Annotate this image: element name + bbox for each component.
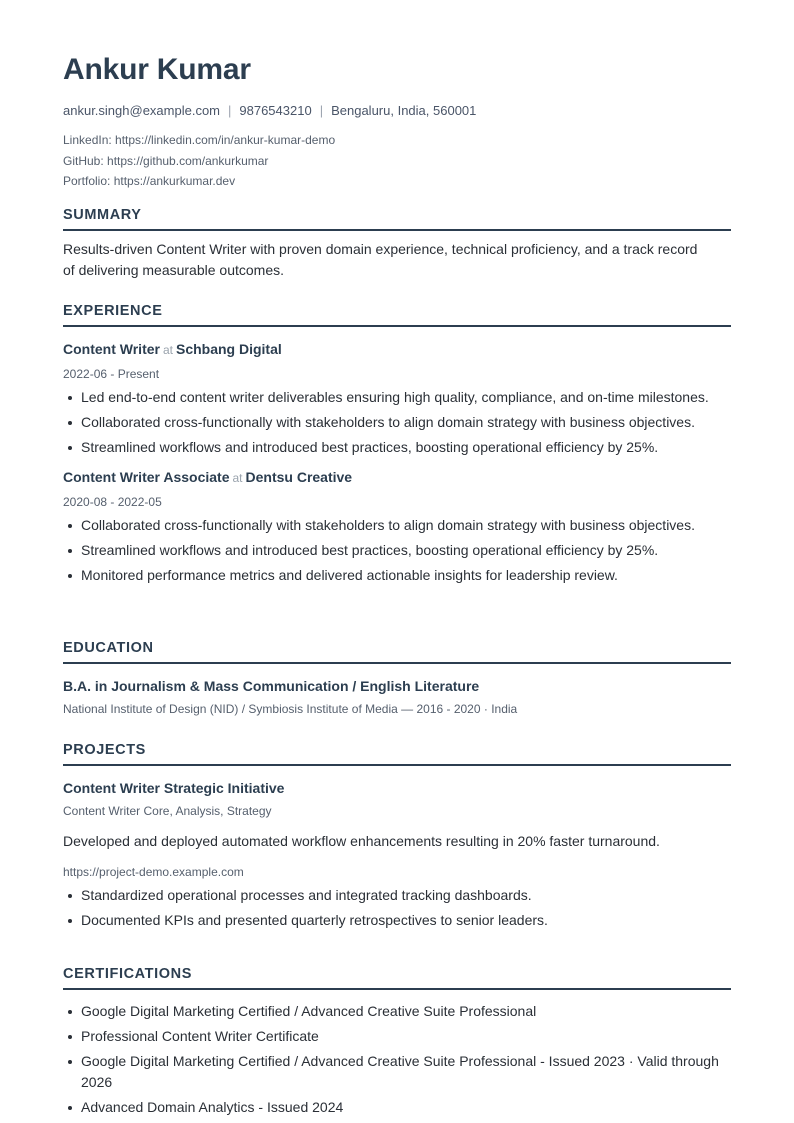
certifications-section: [63, 966, 731, 1118]
github-link[interactable]: GitHub: https://github.com/ankurkumar: [63, 153, 269, 168]
project-url[interactable]: https://project-demo.example.com: [63, 865, 244, 879]
job-at: at: [232, 471, 243, 485]
section-title-experience: EXPERIENCE: [63, 303, 731, 327]
job-role: Content Writer: [63, 341, 160, 357]
job-company: Schbang Digital: [175, 341, 282, 357]
summary-section: [63, 207, 731, 281]
list-item: Professional Content Writer Certificate: [63, 1026, 731, 1047]
job-bullets: [63, 387, 731, 458]
list-item: Led end-to-end content writer deliverables ensuring high quality, compliance, and on-time milestones.: [63, 387, 731, 408]
portfolio-link[interactable]: Portfolio: https://ankurkumar.dev: [63, 174, 236, 188]
job-header: [63, 341, 731, 359]
job-company: Dentsu Creative: [245, 469, 353, 485]
project-tech: Content Writer Core, Analysis, Strategy: [63, 804, 272, 818]
contact-divider: |: [228, 103, 232, 118]
job-bullets: [63, 515, 731, 586]
list-item: Google Digital Marketing Certified / Advanced Creative Suite Professional: [63, 1001, 731, 1022]
summary-text: [63, 239, 731, 281]
education-section: [63, 640, 731, 716]
summary-line: of delivering measurable outcomes.: [63, 262, 285, 278]
project-bullets: [63, 885, 731, 931]
project-description: Developed and deployed automated workflow enhancements resulting in 20% faster turnaround.: [63, 833, 660, 849]
list-item: Google Digital Marketing Certified / Advanced Creative Suite Professional - Issued 2023 · Valid through 2026: [63, 1051, 731, 1093]
section-title-education: EDUCATION: [63, 640, 731, 664]
experience-section: [63, 303, 731, 586]
profile-links: [63, 130, 335, 192]
location: Bengaluru, India, 560001: [331, 103, 477, 118]
job-header: [63, 469, 731, 487]
education-details: National Institute of Design (NID) / Symbiosis Institute of Media — 2016 - 2020 · India: [63, 702, 518, 716]
list-item: Advanced Domain Analytics - Issued 2024: [63, 1097, 731, 1118]
degree-title: B.A. in Journalism & Mass Communication / English Literature: [63, 678, 480, 694]
list-item: Documented KPIs and presented quarterly retrospectives to senior leaders.: [63, 910, 731, 931]
list-item: Collaborated cross-functionally with stakeholders to align domain strategy with business objectives.: [63, 515, 731, 536]
contact-line: [63, 103, 476, 118]
section-title-summary: SUMMARY: [63, 207, 731, 231]
project-name: Content Writer Strategic Initiative: [63, 780, 285, 796]
job-dates: 2020-08 - 2022-05: [63, 495, 162, 509]
linkedin-link[interactable]: LinkedIn: https://linkedin.com/in/ankur-kumar-demo: [63, 133, 336, 147]
job-role: Content Writer Associate: [63, 469, 230, 485]
certifications-list: [63, 1001, 731, 1118]
list-item: Collaborated cross-functionally with stakeholders to align domain strategy with business objectives.: [63, 412, 731, 433]
list-item: Standardized operational processes and integrated tracking dashboards.: [63, 885, 731, 906]
candidate-name: Ankur Kumar: [63, 53, 251, 86]
contact-divider: |: [319, 103, 324, 118]
section-title-certifications: CERTIFICATIONS: [63, 966, 731, 990]
job-at: at: [162, 343, 173, 357]
email-link[interactable]: ankur.singh@example.com: [63, 103, 220, 118]
list-item: Monitored performance metrics and delivered actionable insights for leadership review.: [63, 565, 731, 586]
phone-number: 9876543210: [239, 103, 312, 118]
job-entry: [63, 341, 731, 458]
section-title-projects: PROJECTS: [63, 742, 731, 766]
summary-line: Results-driven Content Writer with proven domain experience, technical proficiency, and a track record: [63, 241, 698, 257]
projects-section: [63, 742, 731, 931]
list-item: Streamlined workflows and introduced best practices, boosting operational efficiency by 25%.: [63, 540, 731, 561]
list-item: Streamlined workflows and introduced best practices, boosting operational efficiency by 25%.: [63, 437, 731, 458]
job-dates: 2022-06 - Present: [63, 367, 160, 381]
job-entry: [63, 469, 731, 586]
